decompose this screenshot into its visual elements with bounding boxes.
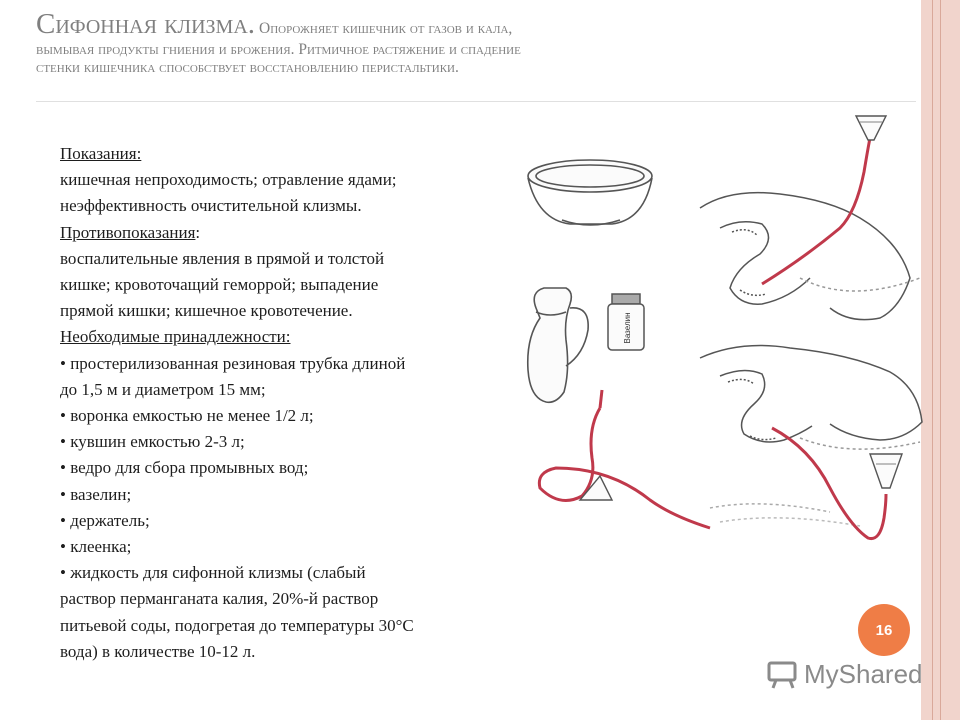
contraindications-colon: : — [195, 222, 201, 242]
supplies-line: • воронка емкостью не менее 1/2 л; — [60, 406, 314, 426]
funnel-upper-illustration — [856, 116, 886, 140]
supplies-line: питьевой соды, подогретая до температуры 30°С — [60, 615, 414, 635]
page-number-badge: 16 — [858, 604, 910, 656]
decorative-line — [932, 0, 933, 720]
title-main: Сифонная клизма. — [36, 8, 256, 40]
title-divider — [36, 101, 916, 102]
watermark-text: MyShared — [804, 658, 923, 689]
supplies-line: раствор перманганата калия, 20%-й раствор — [60, 589, 379, 609]
title-line-2: вымывая продукты гниения и брожения. Ритмичное растяжение и спадение — [36, 41, 521, 59]
tube-upper — [762, 138, 870, 284]
contraindications-line: воспалительные явления в прямой и толстой — [60, 248, 385, 268]
supplies-line: • вазелин; — [60, 484, 132, 504]
projector-logo-icon — [766, 659, 800, 689]
vaseline-jar-illustration — [608, 294, 644, 350]
supplies-line: • жидкость для сифонной клизмы (слабый — [60, 563, 366, 583]
lower-patient-figure — [700, 346, 922, 526]
supplies-heading: Необходимые принадлежности: — [60, 327, 291, 347]
funnel-lower-illustration — [870, 454, 902, 488]
supplies-line: • ведро для сбора промывных вод; — [60, 458, 309, 478]
upper-patient-figure — [700, 193, 920, 320]
supplies-line: • клеенка; — [60, 537, 132, 557]
supplies-line: вода) в количестве 10-12 л. — [60, 641, 256, 661]
title-line-3: стенки кишечника способствует восстановлению перистальтики. — [36, 59, 459, 77]
supplies-line: • простерилизованная резиновая трубка длиной — [60, 353, 406, 373]
contraindications-heading-row — [60, 220, 580, 246]
indications-line: кишечная непроходимость; отравление ядами; — [60, 170, 397, 190]
watermark — [766, 656, 923, 692]
supplies-line: • держатель; — [60, 510, 150, 530]
indications-line: неэффективность очистительной клизмы. — [60, 196, 362, 216]
contraindications-heading: Противопоказания — [60, 222, 196, 242]
contraindications-line: кишке; кровоточащий геморрой; выпадение — [60, 275, 379, 295]
supplies-line: • кувшин емкостью 2-3 л; — [60, 432, 245, 452]
jar-label: Вазелин — [623, 312, 632, 344]
supplies-line: до 1,5 м и диаметром 15 мм; — [60, 379, 266, 399]
title-description: Опорожняет кишечник от газов и кала, — [259, 20, 513, 37]
slide-title — [36, 8, 896, 77]
decorative-line — [940, 0, 941, 720]
indications-heading: Показания: — [60, 144, 142, 163]
contraindications-line: прямой кишки; кишечное кровотечение. — [60, 301, 353, 321]
slide-body — [60, 141, 580, 665]
